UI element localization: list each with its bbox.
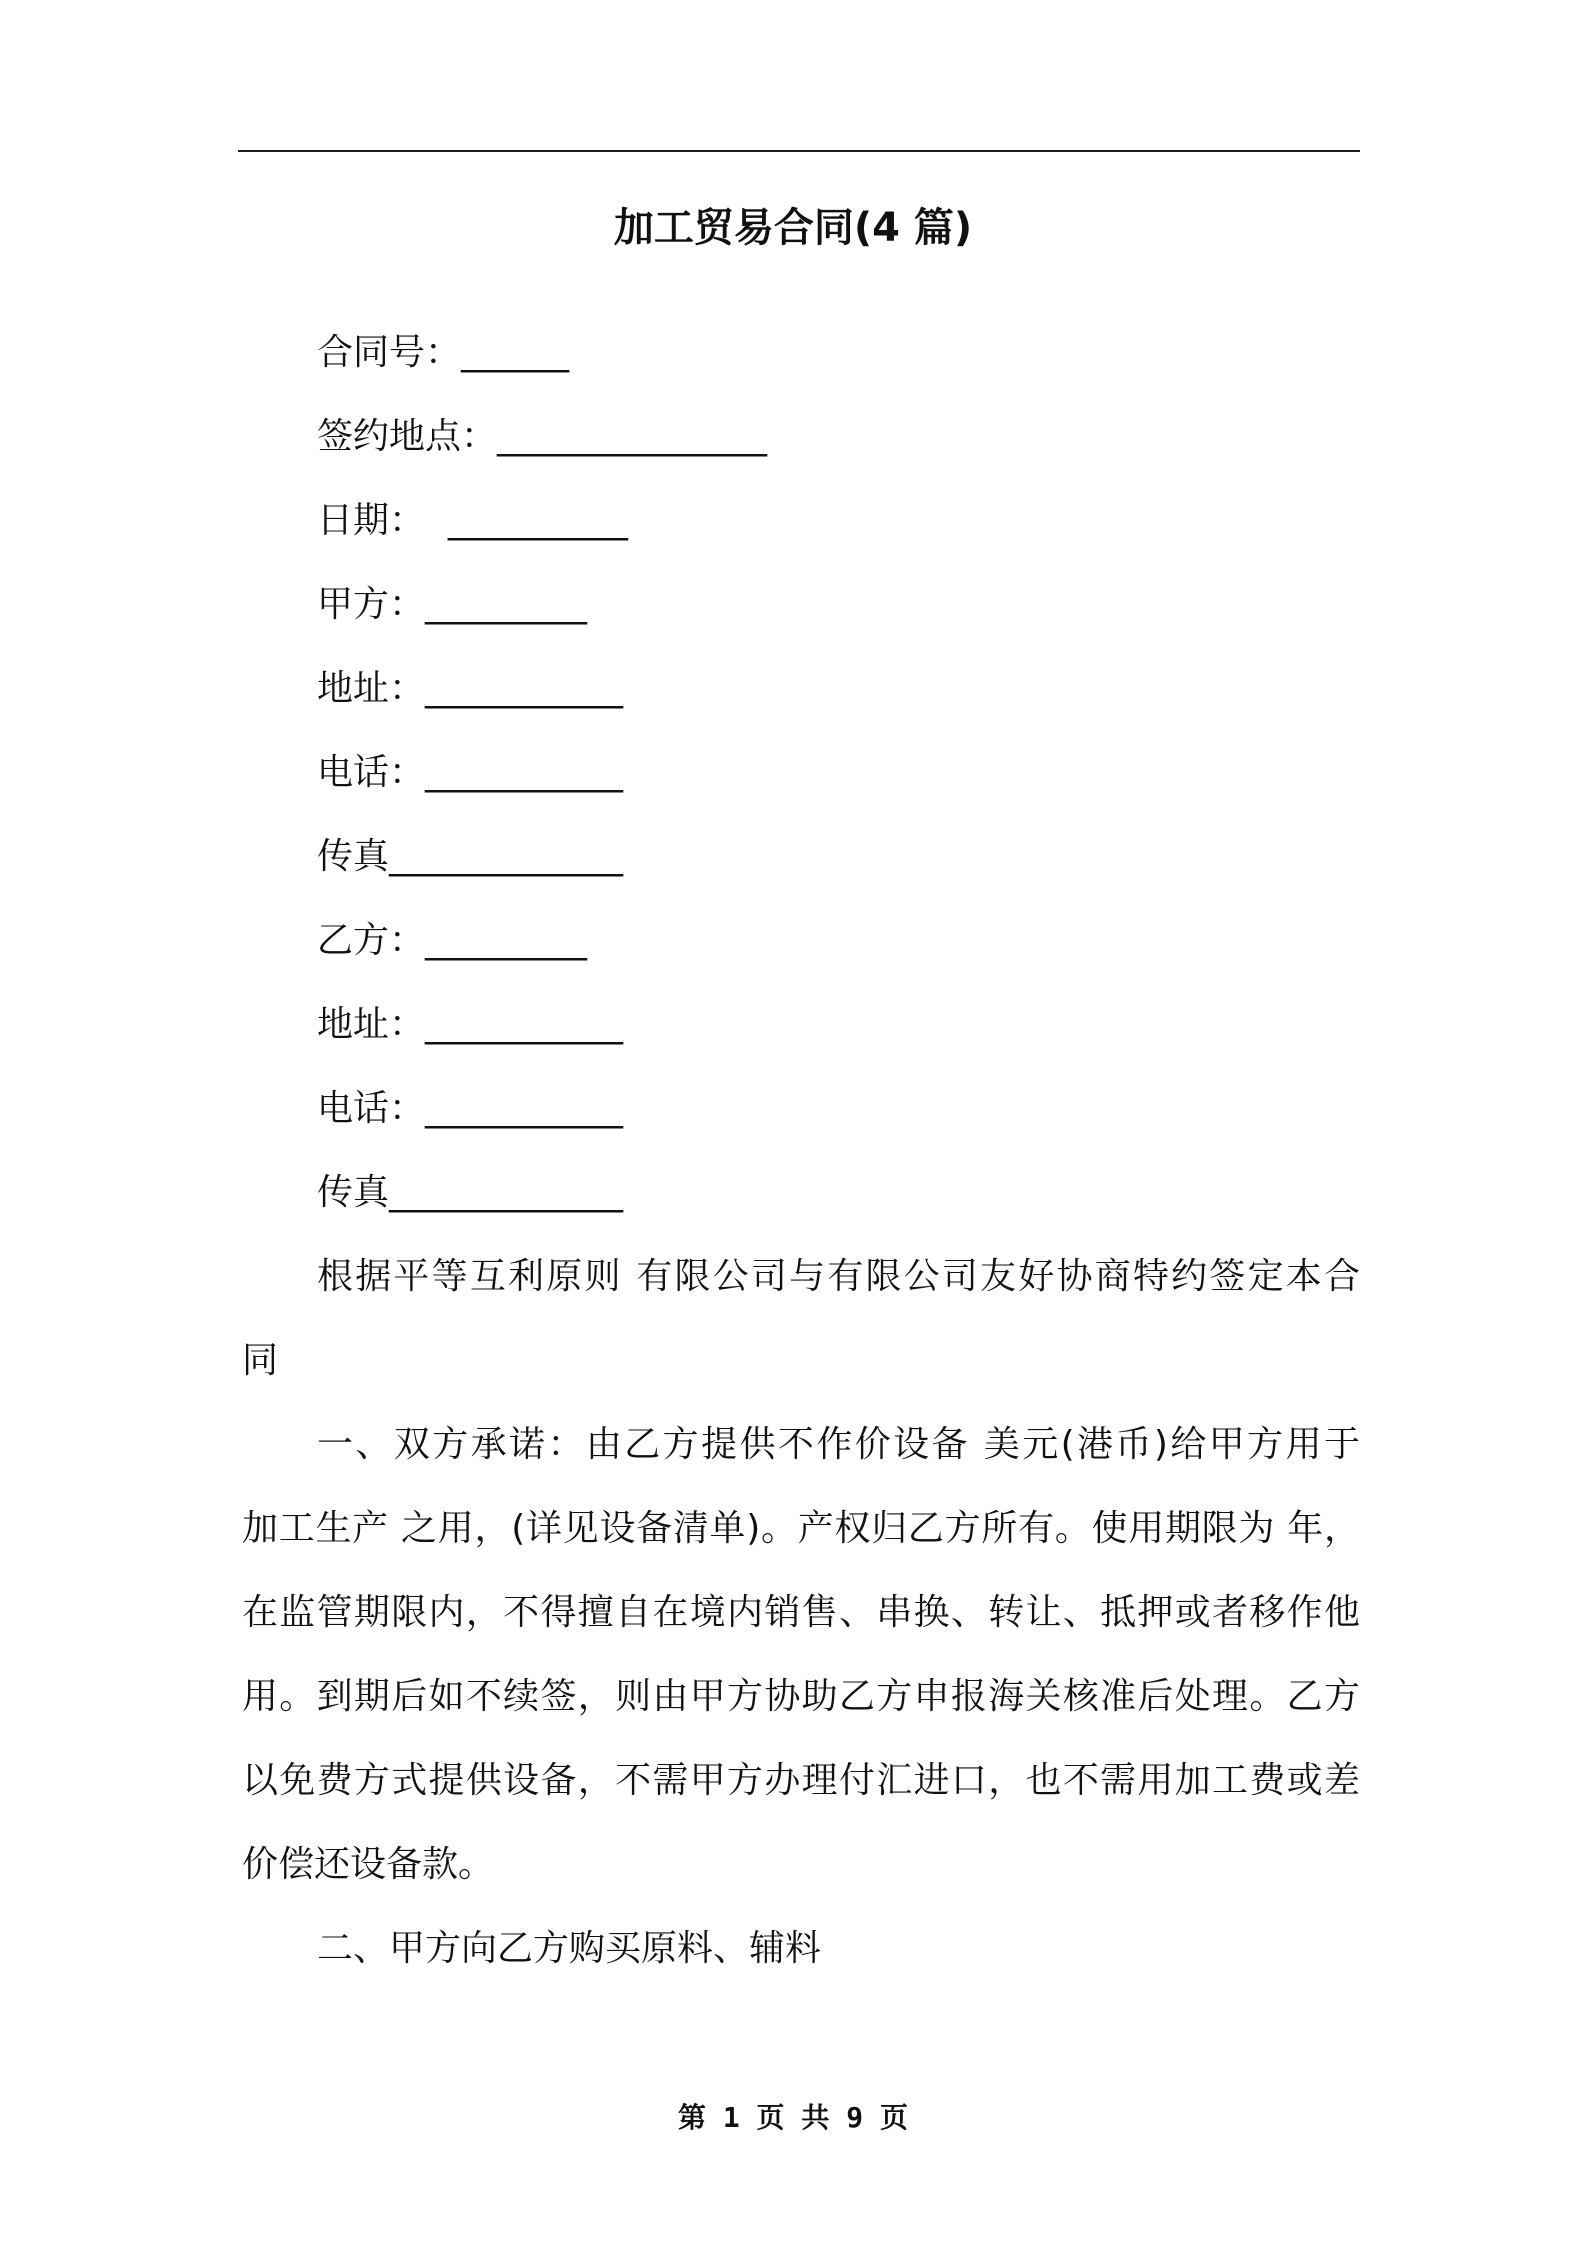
page-footer: 第 1 页 共 9 页 (677, 2101, 908, 2134)
paragraph-line: 加工生产 之用，(详见设备清单)。产权归乙方所有。使用期限为 年， (242, 1508, 1360, 1549)
field-party-b-address: 地址：___________ (317, 1004, 624, 1045)
paragraph-preamble (242, 1235, 1360, 1403)
field-party-a-phone: 电话：___________ (317, 752, 624, 793)
paragraph-line: 在监管期限内，不得擅自在境内销售、串换、转让、抵押或者移作他 (242, 1592, 1360, 1633)
field-party-b: 乙方：_________ (317, 920, 588, 961)
field-party-b-phone: 电话：___________ (317, 1088, 624, 1129)
field-party-a-fax: 传真_____________ (317, 836, 624, 877)
paragraph-line: 用。到期后如不续签，则由甲方协助乙方申报海关核准后处理。乙方 (242, 1676, 1360, 1717)
paragraph-line: 同 (242, 1340, 279, 1381)
paragraph-clause-2 (242, 1907, 1360, 1991)
field-contract-number: 合同号：______ (317, 332, 570, 373)
document-body (242, 311, 1360, 1991)
header-rule (238, 150, 1360, 152)
field-party-b-fax: 传真_____________ (317, 1172, 624, 1213)
field-signing-place: 签约地点：_______________ (317, 416, 768, 457)
paragraph-line: 价偿还设备款。 (242, 1844, 495, 1885)
paragraph-line: 以免费方式提供设备，不需甲方办理付汇进口，也不需用加工费或差 (242, 1760, 1360, 1801)
field-date: 日期： __________ (317, 500, 628, 541)
paragraph-line: 一、双方承诺：由乙方提供不作价设备 美元(港币)给甲方用于 (317, 1424, 1360, 1465)
paragraph-clause-1 (242, 1403, 1360, 1907)
contract-fields (242, 311, 1360, 1235)
paragraph-line: 二、甲方向乙方购买原料、辅料 (317, 1928, 822, 1969)
document-title: 加工贸易合同(4 篇) (613, 205, 973, 251)
paragraph-line: 根据平等互利原则 有限公司与有限公司友好协商特约签定本合 (317, 1256, 1360, 1297)
field-party-a-address: 地址：___________ (317, 668, 624, 709)
field-party-a: 甲方：_________ (317, 584, 588, 625)
